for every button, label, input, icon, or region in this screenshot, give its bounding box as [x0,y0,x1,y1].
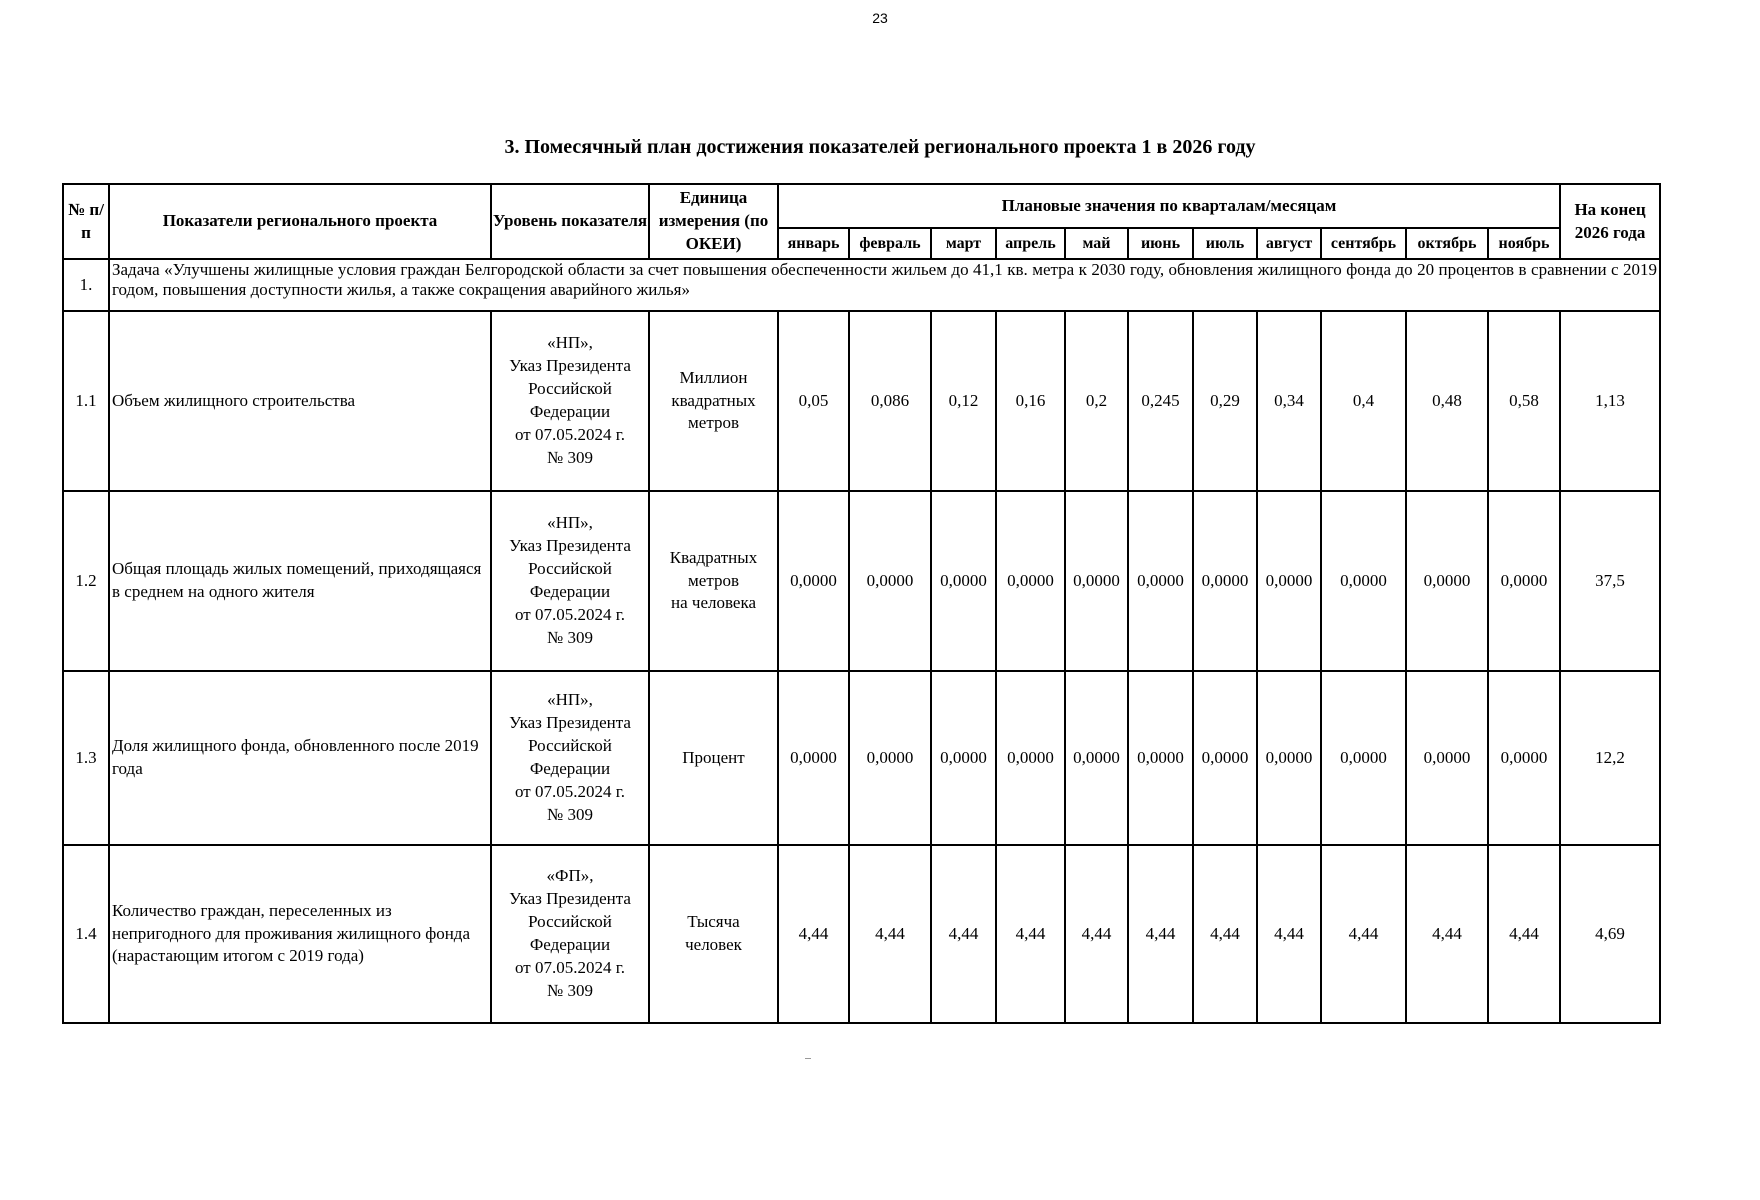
value-cell: 0,0000 [1406,491,1488,671]
value-cell: 0,0000 [1488,671,1560,845]
unit-line: Квадратных [669,547,758,567]
header-month-jun: июнь [1128,228,1193,259]
indicator-name: Количество граждан, переселенных из непригодного для проживания жилищного фонда (нарастающим итогом с 2019 года) [109,845,491,1023]
indicator-level [491,845,649,1023]
level-line: «ФП», [546,866,594,886]
value-cell: 4,44 [1193,845,1257,1023]
unit-line: Миллион [679,367,748,387]
task-num: 1. [63,259,109,311]
indicator-name: Доля жилищного фонда, обновленного после 2019 года [109,671,491,845]
value-cell: 0,0000 [1128,671,1193,845]
level-line: Федерации [529,935,611,954]
level-line: Указ Президента [509,713,631,733]
level-line: Российской [528,559,612,579]
table-row [63,845,1660,1023]
value-cell: 4,44 [849,845,931,1023]
level-line: № 309 [547,980,593,1000]
value-cell: 4,44 [778,845,849,1023]
end-of-year-value: 37,5 [1560,491,1660,671]
header-month-jul: июль [1193,228,1257,259]
level-line: Федерации [529,582,611,601]
value-cell: 0,0000 [1406,671,1488,845]
value-cell: 0,0000 [1321,491,1406,671]
table-row [63,311,1660,491]
value-cell: 4,44 [1488,845,1560,1023]
unit-line: квадратных [671,390,756,410]
header-month-nov: ноябрь [1488,228,1560,259]
end-of-year-value: 4,69 [1560,845,1660,1023]
level-line: № 309 [547,447,593,467]
value-cell: 0,0000 [778,491,849,671]
unit-line: Тысяча [687,912,740,932]
value-cell: 0,48 [1406,311,1488,491]
value-cell: 0,0000 [1257,671,1321,845]
value-cell: 4,44 [1321,845,1406,1023]
header-num: № п/п [63,184,109,259]
row-num: 1.2 [63,491,109,671]
level-line: Указ Президента [509,356,631,376]
monthly-plan-table [62,183,1661,1024]
level-line: Указ Президента [509,536,631,556]
level-line: Российской [528,736,612,756]
header-month-sep: сентябрь [1321,228,1406,259]
value-cell: 0,29 [1193,311,1257,491]
header-month-apr: апрель [996,228,1065,259]
value-cell: 4,44 [996,845,1065,1023]
value-cell: 0,0000 [1321,671,1406,845]
level-line: от 07.05.2024 г. [514,781,625,801]
value-cell: 0,16 [996,311,1065,491]
task-text: Задача «Улучшены жилищные условия граждан Белгородской области за счет повышения обеспеченности жильем до 41,1 кв. метра к 2030 году, обновления жилищного фонда до 20 процентов в сравнении с 2019 годом, повышения доступности жилья, а также сокращения аварийного жилья» [109,259,1660,311]
unit [649,311,778,491]
scan-mark [805,1058,811,1059]
header-planned-values: Плановые значения по кварталам/месяцам [778,184,1560,228]
header-month-may: май [1065,228,1128,259]
value-cell: 0,0000 [1193,671,1257,845]
value-cell: 0,0000 [931,491,996,671]
level-line: № 309 [547,627,593,647]
unit [649,671,778,845]
unit [649,491,778,671]
level-line: Российской [528,379,612,399]
value-cell: 4,44 [931,845,996,1023]
end-of-year-value: 1,13 [1560,311,1660,491]
level-line: «НП», [547,333,593,353]
page-number: 23 [872,10,888,26]
header-month-aug: август [1257,228,1321,259]
level-line: Федерации [529,402,611,421]
value-cell: 0,0000 [1065,491,1128,671]
unit-line: человек [685,935,742,954]
unit-line: метров [688,570,739,590]
header-level: Уровень показателя [491,184,649,259]
end-of-year-value: 12,2 [1560,671,1660,845]
level-line: Российской [528,912,612,932]
header-month-feb: февраль [849,228,931,259]
row-num: 1.3 [63,671,109,845]
header-month-mar: март [931,228,996,259]
level-line: Указ Президента [509,889,631,909]
value-cell: 0,0000 [1193,491,1257,671]
level-line: «НП», [547,513,593,533]
value-cell: 0,0000 [849,491,931,671]
value-cell: 0,2 [1065,311,1128,491]
table-row [63,671,1660,845]
value-cell: 4,44 [1065,845,1128,1023]
value-cell: 0,0000 [996,671,1065,845]
header-end-of-year: На конец 2026 года [1560,184,1660,259]
row-num: 1.1 [63,311,109,491]
unit-line: на человека [671,593,756,613]
document-title: 3. Помесячный план достижения показателей регионального проекта 1 в 2026 году [504,136,1256,158]
level-line: «НП», [547,690,593,710]
level-line: от 07.05.2024 г. [514,957,625,977]
value-cell: 4,44 [1406,845,1488,1023]
indicator-name: Общая площадь жилых помещений, приходящаяся в среднем на одного жителя [109,491,491,671]
indicator-level [491,491,649,671]
value-cell: 0,0000 [996,491,1065,671]
indicator-name: Объем жилищного строительства [109,311,491,491]
value-cell: 4,44 [1257,845,1321,1023]
row-num: 1.4 [63,845,109,1023]
unit [649,845,778,1023]
value-cell: 0,12 [931,311,996,491]
value-cell: 0,05 [778,311,849,491]
unit-line: метров [688,413,739,433]
value-cell: 0,0000 [931,671,996,845]
indicator-level [491,311,649,491]
level-line: от 07.05.2024 г. [514,604,625,624]
value-cell: 0,0000 [1488,491,1560,671]
level-line: Федерации [529,759,611,778]
level-line: № 309 [547,804,593,824]
value-cell: 0,0000 [1065,671,1128,845]
value-cell: 0,0000 [1128,491,1193,671]
unit-line: Процент [682,747,745,767]
value-cell: 4,44 [1128,845,1193,1023]
task-row [63,259,1660,311]
value-cell: 0,58 [1488,311,1560,491]
header-month-oct: октябрь [1406,228,1488,259]
header-unit: Единица измерения (по ОКЕИ) [649,184,778,259]
value-cell: 0,0000 [849,671,931,845]
indicator-level [491,671,649,845]
header-indicator: Показатели регионального проекта [109,184,491,259]
value-cell: 0,4 [1321,311,1406,491]
value-cell: 0,086 [849,311,931,491]
level-line: от 07.05.2024 г. [514,424,625,444]
table-row [63,491,1660,671]
value-cell: 0,0000 [778,671,849,845]
value-cell: 0,245 [1128,311,1193,491]
value-cell: 0,0000 [1257,491,1321,671]
header-month-jan: январь [778,228,849,259]
value-cell: 0,34 [1257,311,1321,491]
